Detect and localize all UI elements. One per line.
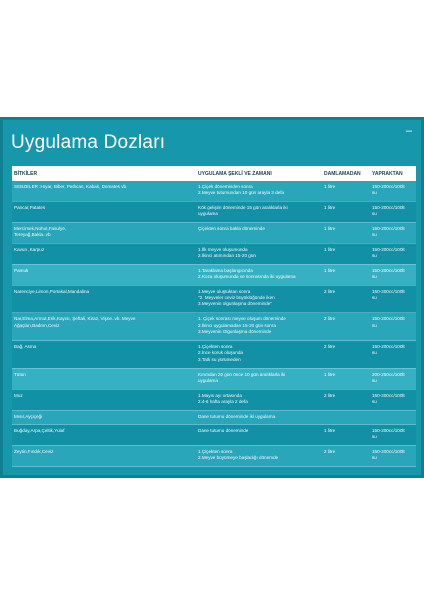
plant-cell-line: Tütün xyxy=(14,371,26,377)
method-cell-line: 2.İnce koruk oluşunda xyxy=(198,350,243,356)
method-cell-line: 1. Çiçek sonrası meyve oluşum döneminde xyxy=(198,316,286,322)
plant-cell-line: Muz xyxy=(14,392,23,398)
drip-cell: 2 litre xyxy=(322,341,370,369)
dosage-table xyxy=(12,166,416,467)
plant-cell xyxy=(12,410,196,424)
leaf-cell-line: su xyxy=(372,211,377,217)
plant-cell-line: Pancar,Patates xyxy=(14,204,46,210)
leaf-cell xyxy=(370,368,416,389)
plant-cell xyxy=(12,341,196,369)
header-leaf: YAPRAKTAN xyxy=(370,166,416,181)
leaf-cell-line: 150-200cc/100lt xyxy=(372,204,405,210)
table-row xyxy=(12,410,416,424)
table-row xyxy=(12,243,416,264)
leaf-cell-line: 150-200cc/100lt xyxy=(372,344,405,350)
plant-cell xyxy=(12,389,196,410)
leaf-cell xyxy=(370,201,416,222)
table-row xyxy=(12,445,416,466)
drip-cell: 1 litre xyxy=(322,201,370,222)
leaf-cell-line: su xyxy=(372,322,377,328)
method-cell-line: 3.Meyvenin olgunlaşma döneminde" xyxy=(198,301,272,307)
method-cell xyxy=(196,425,322,446)
method-cell xyxy=(196,181,322,201)
plant-cell xyxy=(12,264,196,285)
table-row xyxy=(12,201,416,222)
method-cell-line: 1.Çiçek döneminden sonra xyxy=(198,184,253,189)
drip-cell: 2 litre xyxy=(322,389,370,410)
table-row xyxy=(12,285,416,313)
method-cell-line: 3.Meyvenin Olgunlaşma döneminde xyxy=(198,328,272,334)
leaf-cell-line: 150-200cc/100lt xyxy=(372,225,405,231)
leaf-cell-line: 150-200cc/100lt xyxy=(372,288,405,294)
leaf-cell-line: 150-200cc/100lt xyxy=(372,316,405,322)
leaf-cell-line: su xyxy=(372,295,377,300)
leaf-cell xyxy=(370,341,416,369)
method-cell xyxy=(196,222,322,243)
plant-cell-line: Ağaçları,Badem,Ceviz xyxy=(14,322,60,328)
drip-cell: 1 litre xyxy=(322,368,370,389)
plant-cell xyxy=(12,445,196,466)
plant-cell-line: Tereyağ,Bakla..vb xyxy=(14,232,51,238)
method-cell-line: 2.İkinci uygulamadan 15-20 gün sonra xyxy=(198,322,276,328)
leaf-cell xyxy=(370,264,416,285)
plant-cell-line: SEBZELER :Hıyar, Biber, Patlıcan, Kabak, Domates vb. xyxy=(14,184,128,189)
leaf-cell-line: su xyxy=(372,190,377,196)
table-row xyxy=(12,368,416,389)
method-cell-line: uygulama xyxy=(198,378,218,384)
leaf-cell-line: su xyxy=(372,378,377,384)
leaf-cell-line: 150-200cc/100lt xyxy=(372,392,405,398)
method-cell xyxy=(196,201,322,222)
method-cell-line: 1.İlk meyve oluşumunda xyxy=(198,246,248,252)
method-cell xyxy=(196,264,322,285)
method-cell-line: 1.Taraklama başlangıcında xyxy=(198,267,253,273)
drip-cell: 1 litre xyxy=(322,243,370,264)
leaf-cell-line: su xyxy=(372,274,377,280)
header-drip: DAMLAMADAN xyxy=(322,166,370,181)
method-cell-line: 2.Koza oluşumunda ve sonrasında iki uygulama xyxy=(198,274,296,280)
method-cell-line: Çiçekten sonra bakla döneminde xyxy=(198,225,265,231)
method-cell xyxy=(196,410,322,424)
table-row xyxy=(12,264,416,285)
drip-cell: 1 litre xyxy=(322,222,370,243)
method-cell-line: 1.Meyve oluştuktan sonra xyxy=(198,288,251,294)
plant-cell xyxy=(12,181,196,201)
plant-cell-line: Zeytin,Fındık,Ceviz xyxy=(14,448,54,454)
leaf-cell-line: 200-250cc/100lt xyxy=(372,371,405,377)
plant-cell xyxy=(12,243,196,264)
plant-cell xyxy=(12,313,196,341)
plant-cell xyxy=(12,222,196,243)
header-method: UYGULAMA ŞEKLİ VE ZAMANI xyxy=(196,166,322,181)
method-cell xyxy=(196,285,322,313)
plant-cell-line: Pamuk xyxy=(14,267,29,273)
plant-cell-line: Bağ, Asma xyxy=(14,344,37,350)
plant-cell xyxy=(12,285,196,313)
plant-cell-line: Mercimek,Nohut,Fasulye, xyxy=(14,225,67,231)
drip-cell: 1 litre xyxy=(322,264,370,285)
method-cell-line: 2.Meyve büyümeye başladığı dönemde xyxy=(198,455,279,461)
method-cell xyxy=(196,368,322,389)
drip-cell: 2 litre xyxy=(322,285,370,313)
method-cell-line: 1.Çiçekten sonra xyxy=(198,448,233,454)
method-cell-line: "2. Meyveler ceviz büyüklüğünde iken xyxy=(198,295,275,300)
leaf-cell xyxy=(370,222,416,243)
method-cell-line: 2.Meyve tutumundan 10 gün arayla 3 defa xyxy=(198,190,285,196)
plant-cell-line: Narenciye,Limon,Portakal,Mandalina xyxy=(14,288,90,294)
leaf-cell xyxy=(370,285,416,313)
leaf-cell-line: 150-200cc/100lt xyxy=(372,428,405,434)
leaf-cell xyxy=(370,410,416,424)
header-plants: BİTKİLER xyxy=(12,166,196,181)
leaf-cell-line: su xyxy=(372,434,377,440)
table-row xyxy=(12,341,416,369)
leaf-cell-line: 150-200cc/100lt xyxy=(372,246,405,252)
table-row xyxy=(12,425,416,446)
dosage-panel xyxy=(0,117,424,478)
leaf-cell xyxy=(370,445,416,466)
plant-cell xyxy=(12,368,196,389)
plant-cell xyxy=(12,425,196,446)
plant-cell-line: Kavun ,Karpuz xyxy=(14,246,45,252)
method-cell-line: 1.Mayıs ayı ortasında xyxy=(198,392,242,398)
table-row xyxy=(12,181,416,201)
plant-cell-line: Nar,Elma,Armut,Erik,Kayısı, Şeftali, Kiraz, Vişne..vb. Meyve xyxy=(14,316,136,322)
method-cell xyxy=(196,445,322,466)
method-cell-line: 2.İkinci atımından 15-20 gün xyxy=(198,253,256,259)
method-cell xyxy=(196,243,322,264)
leaf-cell-line: su xyxy=(372,350,377,356)
leaf-cell xyxy=(370,389,416,410)
method-cell xyxy=(196,341,322,369)
leaf-cell-line: 150-200cc/100lt xyxy=(372,184,405,189)
table-header-row xyxy=(12,166,416,181)
panel-title: Uygulama Dozları xyxy=(11,132,166,153)
leaf-cell xyxy=(370,181,416,201)
drip-cell: 2 litre xyxy=(322,313,370,341)
method-cell-line: 1.Çiçekten sonra xyxy=(198,344,233,350)
method-cell-line: Kırımdan 20 gün önce 10 gün aralıklarla iki xyxy=(198,371,286,377)
method-cell-line: Dane tutumu döneminde xyxy=(198,428,249,434)
collapse-icon[interactable]: – xyxy=(405,125,412,137)
leaf-cell-line: 150-200cc/100lt xyxy=(372,267,405,273)
leaf-cell xyxy=(370,313,416,341)
method-cell-line: 2.4-6 hafta arayla 2 defa xyxy=(198,398,248,404)
method-cell-line: 3.Tatlı su yürümeden xyxy=(198,356,241,362)
leaf-cell xyxy=(370,243,416,264)
leaf-cell-line: su xyxy=(372,455,377,461)
method-cell-line: uygulama xyxy=(198,211,218,217)
table-row xyxy=(12,313,416,341)
drip-cell xyxy=(322,410,370,424)
drip-cell: 1 litre xyxy=(322,181,370,201)
table-row xyxy=(12,222,416,243)
method-cell xyxy=(196,389,322,410)
method-cell xyxy=(196,313,322,341)
drip-cell: 1 litre xyxy=(322,425,370,446)
table-body xyxy=(12,181,416,467)
leaf-cell-line: su xyxy=(372,253,377,259)
leaf-cell-line: 150-200cc/100lt xyxy=(372,448,405,454)
method-cell-line: Kök gelişim döneminde 15 gün aralıklarla iki xyxy=(198,204,288,210)
leaf-cell-line: su xyxy=(372,232,377,238)
table-row xyxy=(12,389,416,410)
plant-cell-line: Buğday,Arpa,Çeltik,Yulaf xyxy=(14,428,65,434)
plant-cell-line: Mısır,Ayçiçeği xyxy=(14,413,43,419)
plant-cell xyxy=(12,201,196,222)
leaf-cell xyxy=(370,425,416,446)
leaf-cell-line: su xyxy=(372,398,377,404)
method-cell-line: Dane tutumu döneminde iki uygulama xyxy=(198,413,276,419)
drip-cell: 2 litre xyxy=(322,445,370,466)
